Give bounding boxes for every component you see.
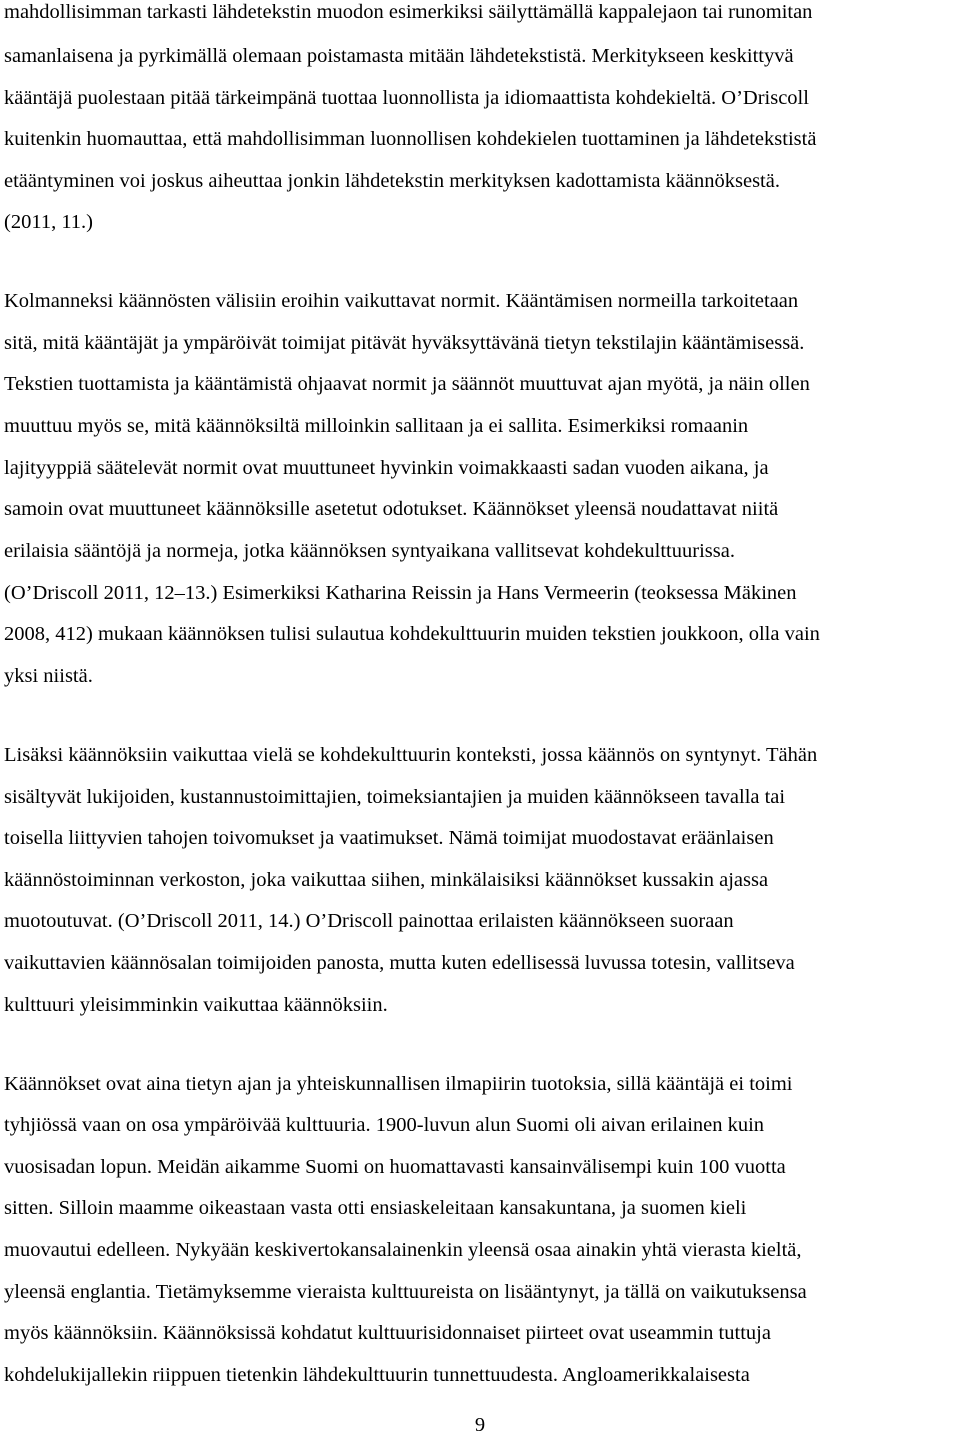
text-line: muovautui edelleen. Nykyään keskivertokansalainenkin yleensä osaa ainakin yhtä vierasta kieltä, bbox=[4, 1239, 802, 1261]
text-line: Tekstien tuottamista ja kääntämistä ohjaavat normit ja säännöt muuttuvat ajan myötä, ja näin ollen bbox=[4, 373, 810, 395]
text-line: Kolmanneksi käännösten välisiin eroihin vaikuttavat normit. Kääntämisen normeilla tarkoitetaan bbox=[4, 290, 799, 312]
text-line: muuttuu myös se, mitä käännöksiltä milloinkin sallitaan ja ei sallita. Esimerkiksi romaanin bbox=[4, 415, 749, 437]
text-line: Käännökset ovat aina tietyn ajan ja yhteiskunnallisen ilmapiirin tuotoksia, sillä kääntäjä ei toimi bbox=[4, 1073, 793, 1095]
text-line: kohdelukijallekin riippuen tietenkin lähdekulttuurin tunnettuudesta. Angloamerikkalaisesta bbox=[4, 1364, 750, 1386]
text-line: vuosisadan lopun. Meidän aikamme Suomi on huomattavasti kansainvälisempi kuin 100 vuotta bbox=[4, 1156, 786, 1178]
text-line: käännöstoiminnan verkoston, joka vaikuttaa siihen, minkälaisiksi käännökset kussakin ajassa bbox=[4, 869, 769, 891]
text-line: etääntyminen voi joskus aiheuttaa jonkin lähdetekstin merkityksen kadottamista käännöksestä. bbox=[4, 170, 780, 192]
text-line: yleensä englantia. Tietämyksemme vieraista kulttuureista on lisääntynyt, ja tällä on vaikutuksensa bbox=[4, 1281, 807, 1303]
text-line: yksi niistä. bbox=[4, 665, 93, 687]
text-line: myös käännöksiin. Käännöksissä kohdatut kulttuurisidonnaiset piirteet ovat useammin tuttuja bbox=[4, 1322, 771, 1344]
text-line: vaikuttavien käännösalan toimijoiden panosta, mutta kuten edellisessä luvussa totesin, vallitseva bbox=[4, 952, 795, 974]
text-line: kääntäjä puolestaan pitää tärkeimpänä tuottaa luonnollista ja idiomaattista kohdekieltä. O’Driscoll bbox=[4, 87, 809, 109]
text-line: (2011, 11.) bbox=[4, 211, 94, 233]
text-line: Lisäksi käännöksiin vaikuttaa vielä se kohdekulttuurin konteksti, jossa käännös on syntynyt. Tähän bbox=[4, 744, 818, 766]
text-line: 2008, 412) mukaan käännöksen tulisi sulautua kohdekulttuurin muiden tekstien joukkoon, olla vain bbox=[4, 623, 820, 645]
text-line: sisältyvät lukijoiden, kustannustoimittajien, toimeksiantajien ja muiden käännökseen tavalla tai bbox=[4, 786, 786, 808]
text-line: (O’Driscoll 2011, 12–13.) Esimerkiksi Katharina Reissin ja Hans Vermeerin (teoksessa Mäkinen bbox=[4, 582, 797, 604]
page-number: 9 bbox=[474, 1414, 486, 1436]
text-line: kuitenkin huomauttaa, että mahdollisimman luonnollisen kohdekielen tuottaminen ja lähdetekstistä bbox=[4, 128, 817, 150]
text-line: sitten. Silloin maamme oikeastaan vasta otti ensiaskeleitaan kansakuntana, ja suomen kieli bbox=[4, 1197, 747, 1219]
text-line: erilaisia sääntöjä ja normeja, jotka käännöksen syntyaikana vallitsevat kohdekulttuurissa. bbox=[4, 540, 735, 562]
text-line: samanlaisena ja pyrkimällä olemaan poistamasta mitään lähdetekstistä. Merkitykseen keskittyvä bbox=[4, 45, 794, 67]
text-line: samoin ovat muuttuneet käännöksille asetetut odotukset. Käännökset yleensä noudattavat niitä bbox=[4, 498, 779, 520]
text-line: kulttuuri yleisimminkin vaikuttaa käännöksiin. bbox=[4, 994, 388, 1016]
text-line: lajityyppiä säätelevät normit ovat muuttuneet hyvinkin voimakkaasti sadan vuoden aikana, ja bbox=[4, 457, 769, 479]
text-line: sitä, mitä kääntäjät ja ympäröivät toimijat pitävät hyväksyttävänä tietyn tekstilajin kääntämisessä. bbox=[4, 332, 805, 354]
text-line: tyhjiössä vaan on osa ympäröivää kulttuuria. 1900-luvun alun Suomi oli aivan erilainen kuin bbox=[4, 1114, 765, 1136]
text-line: muotoutuvat. (O’Driscoll 2011, 14.) O’Driscoll painottaa erilaisten käännökseen suoraan bbox=[4, 910, 734, 932]
text-line: toisella liittyvien tahojen toivomukset ja vaatimukset. Nämä toimijat muodostavat eräänlaisen bbox=[4, 827, 774, 849]
text-line: mahdollisimman tarkasti lähdetekstin muodon esimerkiksi säilyttämällä kappalejaon tai runomitan bbox=[4, 1, 813, 23]
